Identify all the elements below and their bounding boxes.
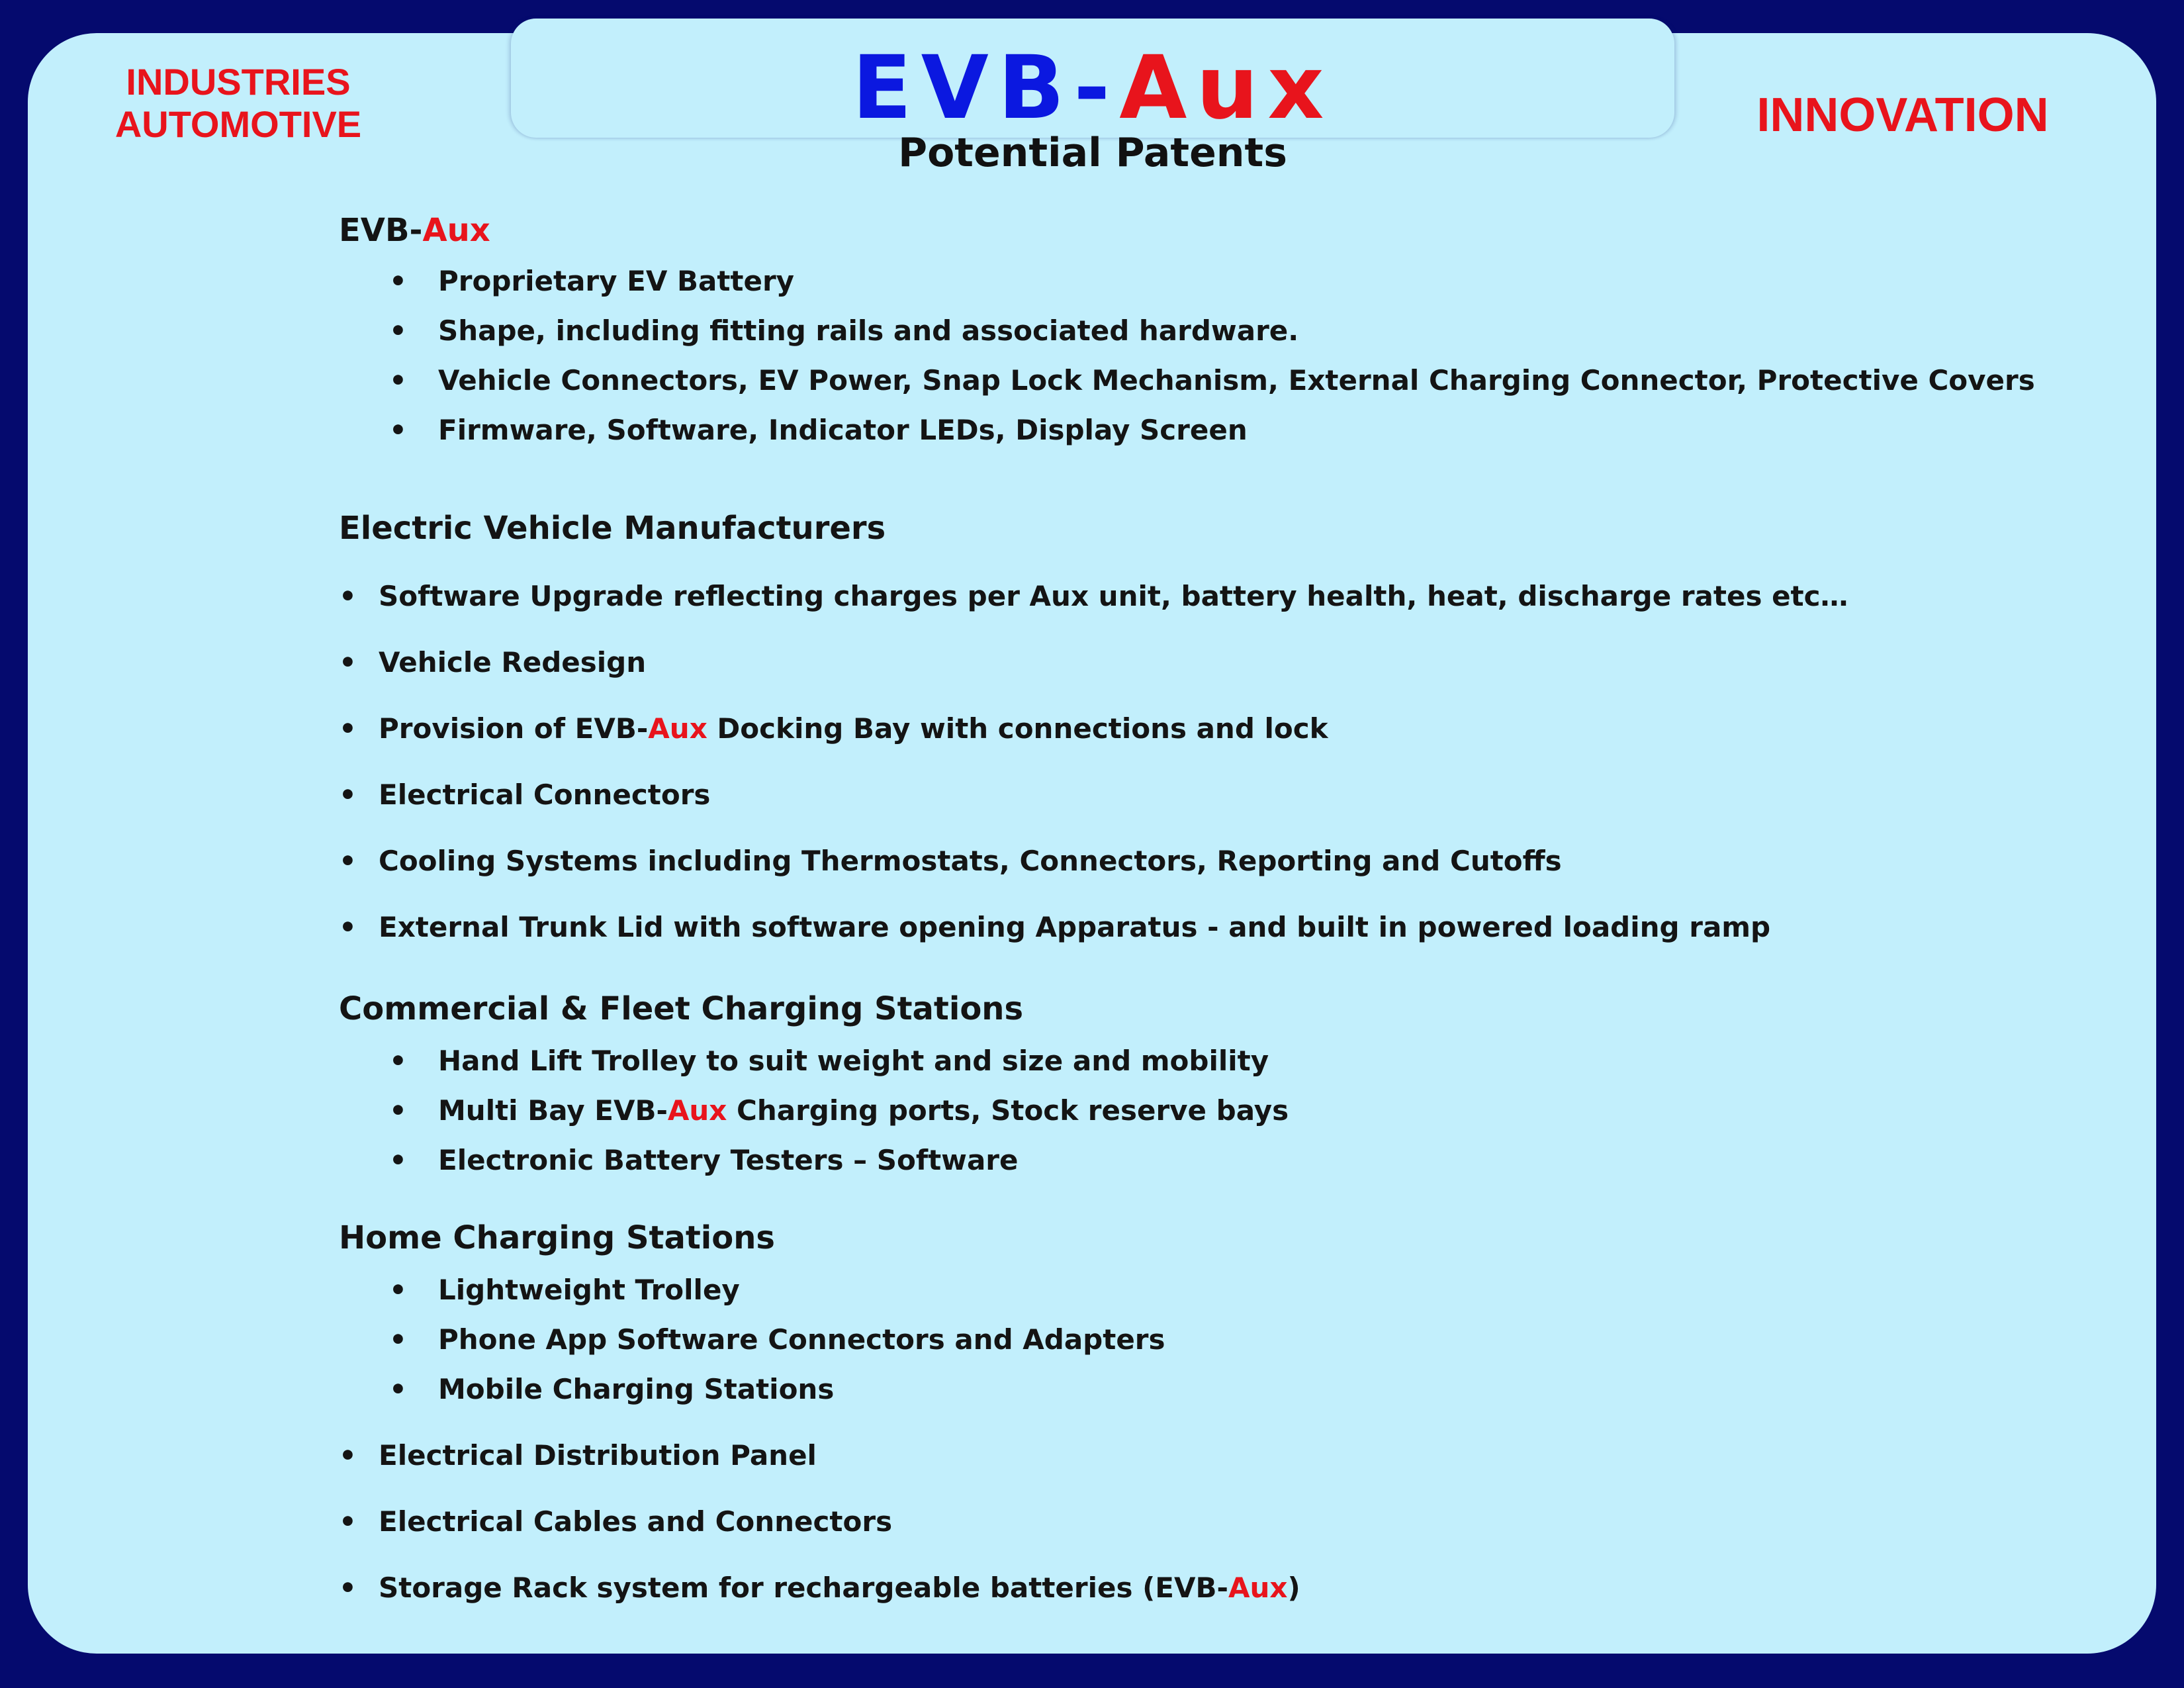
bullet: • — [339, 580, 357, 612]
list-item — [339, 579, 1848, 614]
list-item-text: Multi Bay EVB- — [438, 1094, 668, 1127]
brand-line-automotive: AUTOMOTIVE — [114, 103, 362, 145]
list-item — [389, 412, 1248, 448]
list-item-text: Mobile Charging Stations — [438, 1373, 835, 1405]
list-item — [389, 313, 1298, 349]
list-item-text: Hand Lift Trolley to suit weight and size and mobility — [438, 1045, 1269, 1077]
list-item-text: Phone App Software Connectors and Adapters — [438, 1323, 1165, 1356]
bullet: • — [339, 712, 357, 745]
list-item-text: Firmware, Software, Indicator LEDs, Display Screen — [438, 414, 1248, 446]
bullet: • — [389, 414, 407, 446]
bullet: • — [389, 364, 407, 397]
list-item-text: Lightweight Trolley — [438, 1274, 740, 1306]
title-evb: EVB- — [852, 37, 1120, 139]
bullet: • — [389, 1045, 407, 1077]
list-item-text: Electrical Cables and Connectors — [379, 1505, 893, 1538]
section-heading-evb-aux — [339, 211, 490, 250]
bullet: • — [389, 1323, 407, 1356]
page-subtitle: Potential Patents — [898, 130, 1287, 176]
list-item — [389, 1043, 1269, 1079]
list-item-text-aux: Aux — [648, 712, 707, 745]
section-heading-commercial-fleet: Commercial & Fleet Charging Stations — [339, 990, 1024, 1027]
page-title — [511, 38, 1674, 138]
list-item-text-rest: Docking Bay with connections and lock — [707, 712, 1328, 745]
title-aux: Aux — [1119, 37, 1334, 139]
section-heading-home-charging: Home Charging Stations — [339, 1219, 775, 1256]
heading-aux: Aux — [422, 212, 490, 249]
bullet: • — [389, 1274, 407, 1306]
bullet: • — [389, 265, 407, 297]
list-item-text-aux: Aux — [667, 1094, 727, 1127]
bullet: • — [339, 911, 357, 943]
bullet: • — [389, 1144, 407, 1176]
list-item-text: Storage Rack system for rechargeable batteries (EVB- — [379, 1571, 1228, 1604]
list-item-text: Electronic Battery Testers – Software — [438, 1144, 1019, 1176]
list-item-text: External Trunk Lid with software opening Apparatus - and built in powered loading ramp — [379, 911, 1771, 943]
brand-line-industries: INDUSTRIES — [126, 61, 351, 103]
list-item-text: Vehicle Connectors, EV Power, Snap Lock Mechanism, External Charging Connector, Protective Covers — [438, 364, 2035, 397]
bullet: • — [389, 1373, 407, 1405]
list-item — [339, 711, 1328, 747]
brand-innovation: INNOVATION — [1756, 89, 2049, 142]
bullet: • — [339, 1505, 357, 1538]
list-item-text: Provision of EVB- — [379, 712, 649, 745]
list-item — [339, 910, 1770, 945]
list-item-text: Proprietary EV Battery — [438, 265, 795, 297]
list-item — [389, 1143, 1019, 1178]
list-item — [389, 1322, 1165, 1358]
section-heading-ev-manufacturers: Electric Vehicle Manufacturers — [339, 510, 886, 547]
brand-industries-automotive — [106, 61, 371, 146]
list-item — [339, 1438, 817, 1474]
list-item-text: Software Upgrade reflecting charges per Aux unit, battery health, heat, discharge rates etc… — [379, 580, 1848, 612]
bullet: • — [389, 314, 407, 347]
list-item-text: Shape, including fitting rails and associated hardware. — [438, 314, 1299, 347]
list-item-text-rest: ) — [1287, 1571, 1300, 1604]
list-item — [389, 1093, 1289, 1129]
bullet: • — [339, 778, 357, 811]
list-item — [339, 645, 646, 680]
list-item-text-aux: Aux — [1228, 1571, 1288, 1604]
list-item — [339, 1570, 1300, 1606]
list-item — [339, 777, 710, 813]
heading-evb: EVB- — [339, 212, 423, 249]
list-item — [389, 1272, 740, 1308]
list-item — [389, 263, 794, 299]
bullet: • — [339, 1439, 357, 1472]
list-item — [339, 1504, 892, 1540]
bullet: • — [389, 1094, 407, 1127]
bullet: • — [339, 1571, 357, 1604]
list-item-text: Electrical Distribution Panel — [379, 1439, 817, 1472]
list-item — [389, 1372, 834, 1407]
list-item — [389, 363, 2035, 399]
bullet: • — [339, 845, 357, 877]
list-item-text-rest: Charging ports, Stock reserve bays — [727, 1094, 1289, 1127]
list-item — [339, 843, 1562, 879]
bullet: • — [339, 646, 357, 679]
list-item-text: Electrical Connectors — [379, 778, 711, 811]
list-item-text: Vehicle Redesign — [379, 646, 647, 679]
list-item-text: Cooling Systems including Thermostats, Connectors, Reporting and Cutoffs — [379, 845, 1562, 877]
